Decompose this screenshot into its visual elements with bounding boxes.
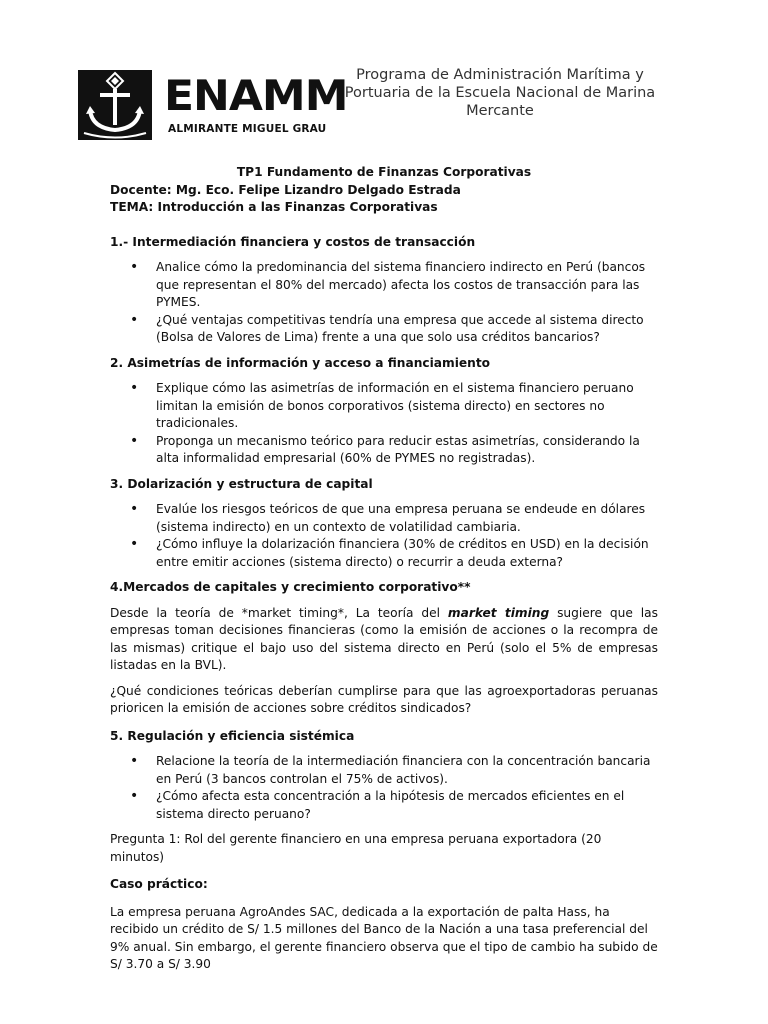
section-3-list xyxy=(110,501,658,571)
list-item: • ¿Qué ventajas competitivas tendría una empresa que accede al sistema directo (Bolsa de Valores de Lima) frente a una que solo usa créditos bancarios? xyxy=(110,312,658,347)
section-4-paragraph-2: ¿Qué condiciones teóricas deberían cumplirse para que las agroexportadoras peruanas prioricen la emisión de acciones sobre créditos sindicados? xyxy=(110,683,658,715)
section-3-heading: 3. Dolarización y estructura de capital xyxy=(110,476,373,491)
section-5-heading: 5. Regulación y eficiencia sistémica xyxy=(110,728,355,743)
brand-subtitle: ALMIRANTE MIGUEL GRAU xyxy=(168,123,327,135)
tema-line: TEMA: Introducción a las Finanzas Corporativas xyxy=(110,200,438,214)
list-item: • ¿Cómo afecta esta concentración a la hipótesis de mercados eficientes en el sistema directo peruano? xyxy=(110,788,658,823)
pregunta-line: Pregunta 1: Rol del gerente financiero en una empresa peruana exportadora (20 minutos) xyxy=(110,832,602,864)
list-item: • Analice cómo la predominancia del sistema financiero indirecto en Perú (bancos que representan el 80% del mercado) afecta los costos de transacción para las PYMES. xyxy=(110,259,658,312)
program-title: Programa de Administración Marítima y Portuaria de la Escuela Nacional de Marina Mercante xyxy=(344,67,656,119)
list-item: • Evalúe los riesgos teóricos de que una empresa peruana se endeude en dólares (sistema indirecto) en un contexto de volatilidad cambiaria. xyxy=(110,501,658,536)
list-item: • ¿Cómo influye la dolarización financiera (30% de créditos en USD) en la decisión entre emitir acciones (sistema directo) o recurrir a deuda externa? xyxy=(110,536,658,571)
caso-paragraph: La empresa peruana AgroAndes SAC, dedicada a la exportación de palta Hass, ha recibido un crédito de S/ 1.5 millones del Banco de la Nación a una tasa preferencial del 9% anual. Sin embargo, el gerente financiero observa que el tipo de cambio ha subido de S/ 3.70 a S/ 3.90 xyxy=(110,904,658,971)
brand-name: ENAMM xyxy=(164,72,348,121)
caso-heading: Caso práctico: xyxy=(110,877,208,891)
section-1-heading: 1.- Intermediación financiera y costos de transacción xyxy=(110,234,476,249)
list-item: • Explique cómo las asimetrías de información en el sistema financiero peruano limitan la emisión de bonos corporativos (sistema directo) en sectores no tradicionales. xyxy=(110,380,658,433)
paragraph-text: sugiere que las empresas toman decisiones financieras (como la emisión de acciones o la recompra de las mismas) critique el bajo uso del sistema directo en Perú (solo el 5% de empresas listadas en la BVL). xyxy=(110,605,658,672)
document-title: TP1 Fundamento de Finanzas Corporativas xyxy=(236,165,532,179)
anchor-logo-icon xyxy=(78,70,152,140)
section-2-heading: 2. Asimetrías de información y acceso a financiamiento xyxy=(110,355,491,370)
paragraph-text: Desde la teoría de *market timing*, La teoría del xyxy=(110,605,448,620)
emphasis-text: market timing xyxy=(447,605,550,620)
brand-logotype xyxy=(164,72,348,135)
section-4-paragraph-1 xyxy=(110,605,658,675)
list-item: • Proponga un mecanismo teórico para reducir estas asimetrías, considerando la alta informalidad empresarial (60% de PYMES no registradas). xyxy=(110,433,658,468)
document-body xyxy=(110,164,658,974)
section-2-list xyxy=(110,380,658,468)
docente-line: Docente: Mg. Eco. Felipe Lizandro Delgado Estrada xyxy=(110,182,461,197)
list-item: • Relacione la teoría de la intermediación financiera con la concentración bancaria en Perú (3 bancos controlan el 75% de activos). xyxy=(110,753,658,788)
section-4-heading: 4.Mercados de capitales y crecimiento corporativo** xyxy=(110,580,471,594)
section-5-list xyxy=(110,753,658,823)
section-1-list xyxy=(110,259,658,347)
